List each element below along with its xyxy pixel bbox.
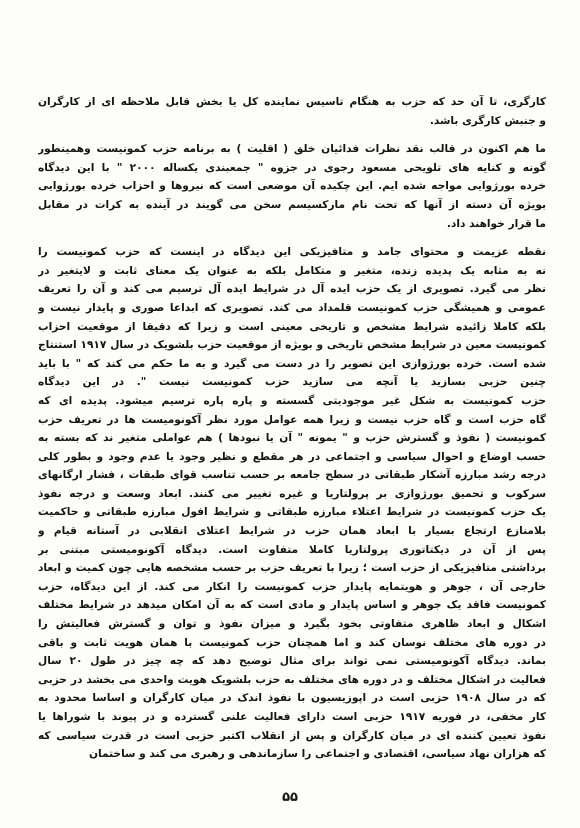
paragraph: [38, 243, 546, 764]
text-line: بماند. دیدگاه آکونومیستی نمی تواند برای مثال توضیح دهد که چه چیز در طول ۲۰ سال: [38, 655, 546, 668]
paragraph-gap: [38, 130, 546, 140]
text-line: خارجی آن ، جوهر و هویتمایه پایدار حزب کمونیست را انکار می کند. از این دیدگاه، حزب: [38, 580, 546, 593]
text-line: اشکال و ابعاد ظاهری متفاوتی بخود بگیرد و میزان نفوذ و توان و گسترش فعالیتش را: [38, 618, 546, 631]
text-line: ما هم اکنون در قالب نقد نظرات فدائیان خلق ( اقلیت ) به برنامه حزب کمونیست وهمینطور: [38, 143, 546, 156]
text-line: نه به مثابه یک پدیده زنده، متغیر و متکامل بلکه به عنوان یک معنای ثابت و لایتغیر در: [38, 264, 546, 277]
paragraph: [38, 93, 546, 130]
text-line: عمومی و همیشگی حزب کمونیست قلمداد می کند. تصویری که ابداعا صوری و پایدار نیست و: [38, 301, 546, 314]
text-line: که هزاران نهاد سیاسی، اقتصادی و اجتماعی را سازماندهی و رهبری می کند و ساختمان: [88, 748, 546, 761]
paragraph: [38, 140, 546, 233]
text-line: بلامنازع ارتجاع بسیار با ابعاد همان حزب در شرایط اعتلای انقلابی در آستانه قیام و: [38, 525, 546, 538]
text-line: ما قرار خواهند داد.: [446, 217, 546, 230]
text-line: درجه رشد مبارزه آشکار طبقاتی در سطح جامعه بر حسب تناسب قوای طبقات ، فشار ارگانهای: [38, 469, 546, 482]
page-number: ۵۵: [282, 790, 298, 805]
text-line: حسب اوضاع و احوال سیاسی و اجتماعی در هر مقطع و نظیر وجود یا عدم وجود و بطور کلی: [38, 450, 546, 463]
text-line: کمونیست فاقد یک جوهر و اساس پایدار و مادی است که به آن امکان میدهد در شرایط مختلف: [38, 599, 546, 612]
text-line: نقطه عزیمت و محتوای جامد و متافیزیکی این دیدگاه در اینست که حزب کمونیست را: [38, 246, 546, 259]
text-line: سرکوب و تحمیق بورژوازی بر پرولتاریا و غیره تغییر می کنند. ابعاد وسعت و درجه نفوذ: [38, 487, 546, 500]
paragraph-gap: [38, 233, 546, 243]
text-line: شده است. خرده بورژوازی این تصویر را در دست می گیرد و به ما حکم می کند که " با باید: [38, 357, 546, 370]
text-line: کمونیست ( نفوذ و گسترش حزب و " یمونه " آن یا نبودها ) هم عواملی متغیر ند که بسته به: [38, 432, 546, 445]
text-line: چنین حزبی بسازید یا آنچه می سازید حزب کمونیست نیست ". در این دیدگاه: [38, 376, 546, 389]
text-line: فعالیت در اشکال مختلف و در دوره های مختلف به حزب بلشویک هویت واحدی می بخشد در حزبی: [38, 673, 546, 686]
text-line: کمونیست معین در شرایط مشخص تاریخی و بویژه از موقعیت حزب بلشویک در سال ۱۹۱۷ استنتاج: [38, 339, 546, 352]
text-line: نظر می گیرد. تصویری از یک حزب ایده آل در شرایط ایده آل ترسیم می کند و آن را تعریف: [38, 283, 546, 296]
text-line: یک حزب کمونیست در شرایط اعتلاء مبارزه طبقاتی و شرایط افول مبارزه طبقاتی و حاکمیت: [38, 506, 546, 519]
text-line: خرده بورژوایی مواجه شده ایم. این چکیده آن موضعی است که نیروها و احزاب خرده بورژوایی: [38, 180, 546, 193]
text-line: در دوره های مختلف نوسان کند و اما همچنان حزب کمونیست با همان هویت ثابت و باقی: [38, 636, 546, 649]
text-line: بلکه کاملا زائیده شرایط مشخص و تاریخی معینی است و زیرا که دقیقا از موقعیت احزاب: [38, 320, 546, 333]
text-line: پس از آن در دیکتاتوری پرولتاریا کاملا متفاوت است. دیدگاه آکونومیستی مبتنی بر: [38, 543, 546, 556]
text-line: حزب کمونیست به شکل غیر موجودیتی گسسته و پاره پاره ترسیم میشود. پدیده ای که: [38, 394, 546, 407]
text-line: که در سال ۱۹۰۸ حزبی است در اپوزیسیون با نفوذ اندک در میان کارگران و اساسا محدود به: [38, 692, 546, 705]
text-line: کارگری، تا آن حد که حزب به هنگام تاسیس نماینده کل یا بخش قابل ملاحظه ای از کارگران: [38, 96, 546, 108]
text-line: گاه حزب است و گاه حزب نیست و زیرا همه عوامل مورد نظر آکونومیست ها در تعریف حزب: [38, 413, 546, 426]
body-text: [38, 93, 546, 764]
text-line: کار مخفی، در فوریه ۱۹۱۷ حزبی است دارای فعالیت علنی گسترده و در پیوند با شوراها یا: [38, 711, 546, 723]
text-line: نفوذ تعیین کننده ای در میان کارگران و پس از انقلاب اکتبر حزبی است در قدرت سیاسی که: [38, 729, 546, 742]
text-line: برداشتی متافیزیکی از حزب است ؛ زیرا با تعریف حزب بر حسب مشخصه هایی چون کمیت و ابعاد: [38, 562, 546, 575]
text-line: گونه و کنایه های تلویحی مسعود رجوی در جزوه " جمعبندی یکساله ۲۰۰۰ " با این دیدگاه: [38, 161, 546, 174]
text-line: و جنبش کارگری باشد.: [429, 114, 546, 127]
text-line: بویژه آن دسته از آنها که تحت نام مارکسیسم سخن می گویند در آینده به کرات در مقابل: [38, 198, 546, 211]
